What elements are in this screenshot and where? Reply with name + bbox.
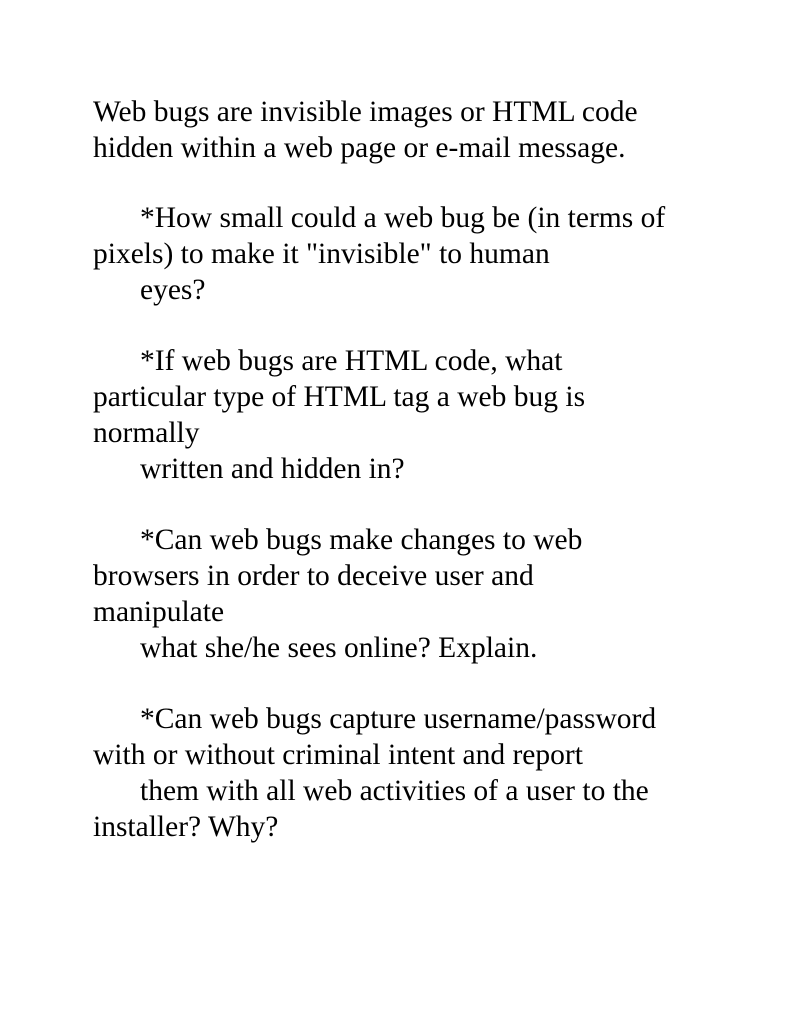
question-2-line: particular type of HTML tag a web bug is [93, 381, 586, 413]
question-4-line: them with all web activities of a user to the [140, 775, 649, 807]
question-1-line: *How small could a web bug be (in terms of [140, 202, 666, 234]
question-3-line: *Can web bugs make changes to web [140, 524, 583, 556]
question-1-line: eyes? [140, 274, 206, 306]
question-2-line: normally [93, 417, 200, 449]
question-1-line: pixels) to make it "invisible" to human [93, 238, 550, 270]
question-3-line: browsers in order to deceive user and [93, 560, 534, 592]
question-2-line: written and hidden in? [140, 453, 405, 485]
question-3-line: what she/he sees online? Explain. [140, 632, 538, 664]
question-4-line: installer? Why? [93, 811, 279, 843]
question-4-line: with or without criminal intent and report [93, 739, 583, 771]
question-3-line: manipulate [93, 596, 225, 628]
question-2-line: *If web bugs are HTML code, what [140, 345, 563, 377]
intro-line: Web bugs are invisible images or HTML code [93, 96, 638, 128]
question-4-line: *Can web bugs capture username/password [140, 703, 657, 735]
intro-line: hidden within a web page or e-mail message. [93, 132, 626, 164]
